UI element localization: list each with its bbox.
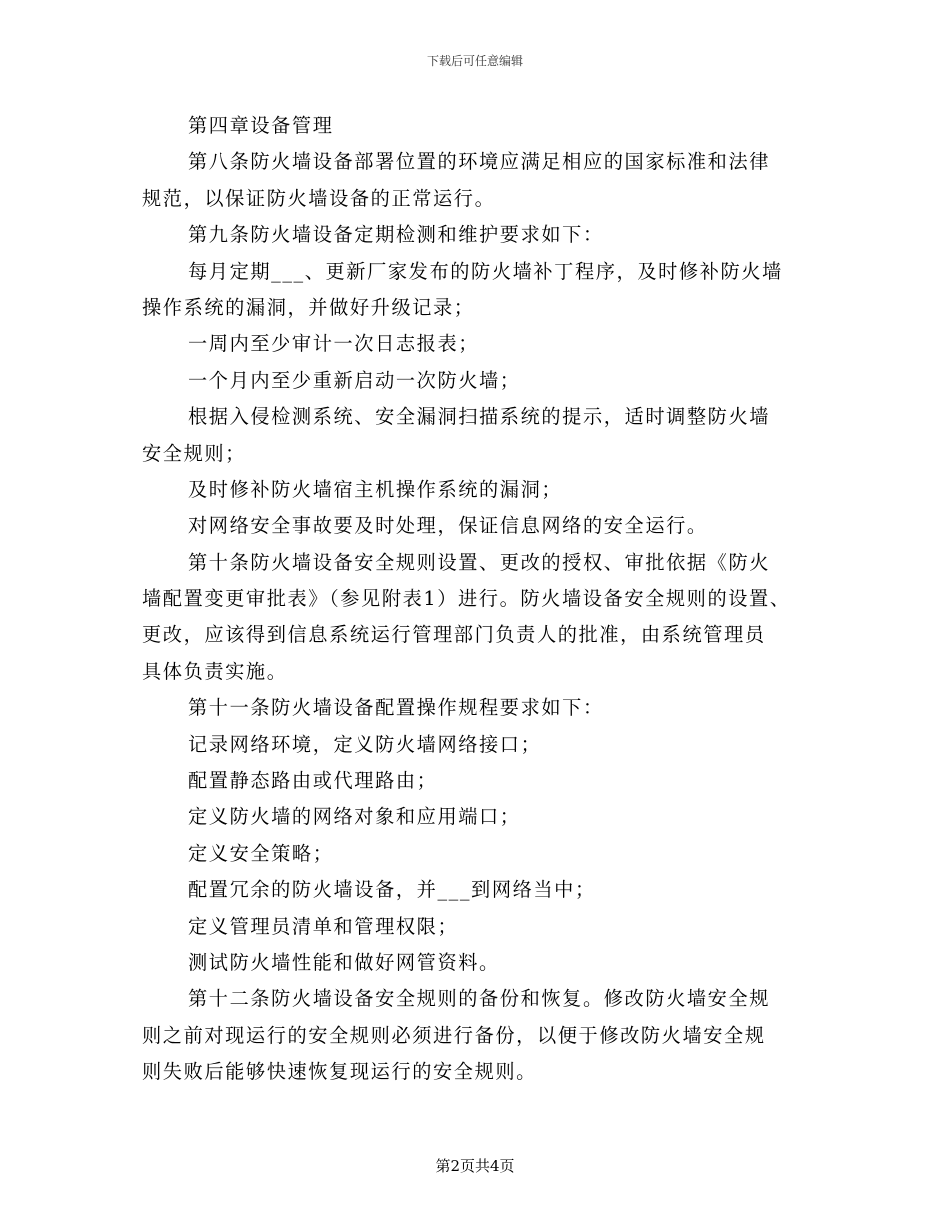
list-item-paragraph: [142, 799, 822, 835]
text-line: 具体负责实施。: [142, 659, 288, 683]
text-line: 则失败后能够快速恢复现运行的安全规则。: [142, 1060, 537, 1084]
text-line: 记录网络环境，定义防火墙网络接口；: [188, 732, 542, 756]
list-item-paragraph: [142, 399, 822, 472]
list-item-paragraph: [142, 945, 822, 981]
text-line: 操作系统的漏洞，并做好升级记录；: [142, 295, 475, 319]
article-9-paragraph: [142, 217, 822, 253]
text-line: 第十一条防火墙设备配置操作规程要求如下：: [188, 696, 604, 720]
text-line: 一周内至少审计一次日志报表；: [188, 332, 480, 356]
text-line: 更改，应该得到信息系统运行管理部门负责人的批准，由系统管理员: [142, 623, 766, 647]
list-item-paragraph: [142, 363, 822, 399]
list-item-paragraph: [142, 763, 822, 799]
text-line: 定义防火墙的网络对象和应用端口；: [188, 805, 521, 829]
list-item-paragraph: [142, 727, 822, 763]
list-item-paragraph: [142, 472, 822, 508]
text-line: 安全规则；: [142, 441, 246, 465]
text-line: 一个月内至少重新启动一次防火墙；: [188, 368, 521, 392]
list-item-paragraph: [142, 909, 822, 945]
article-12-paragraph: [142, 981, 822, 1090]
text-line: 第十条防火墙设备安全规则设置、更改的授权、审批依据《防火: [188, 550, 771, 574]
text-line: 每月定期___、更新厂家发布的防火墙补丁程序，及时修补防火墙: [188, 259, 783, 283]
article-11-paragraph: [142, 690, 822, 726]
document-body: [142, 108, 822, 1091]
article-8-paragraph: [142, 144, 822, 217]
text-line: 配置冗余的防火墙设备，并___到网络当中；: [188, 878, 596, 902]
text-line: 测试防火墙性能和做好网管资料。: [188, 950, 500, 974]
text-line: 配置静态路由或代理路由；: [188, 769, 438, 793]
text-line: 第九条防火墙设备定期检测和维护要求如下：: [188, 223, 604, 247]
page-number: 第2页共4页: [435, 1157, 515, 1175]
list-item-paragraph: [142, 872, 822, 908]
list-item-paragraph: [142, 836, 822, 872]
text-line: 根据入侵检测系统、安全漏洞扫描系统的提示，适时调整防火墙: [188, 405, 771, 429]
list-item-paragraph: [142, 508, 822, 544]
text-line: 对网络安全事故要及时处理，保证信息网络的安全运行。: [188, 514, 708, 538]
page-header: 下载后可任意编辑: [426, 54, 523, 68]
chapter-title: [142, 108, 822, 144]
text-line: 规范，以保证防火墙设备的正常运行。: [142, 186, 496, 210]
text-line: 第十二条防火墙设备安全规则的备份和恢复。修改防火墙安全规: [188, 987, 771, 1011]
text-line: 及时修补防火墙宿主机操作系统的漏洞；: [188, 477, 563, 501]
text-line: 定义安全策略；: [188, 841, 334, 865]
text-line: 墙配置变更审批表》（参见附表1）进行。防火墙设备安全规则的设置、: [142, 587, 791, 611]
text-line: 则之前对现运行的安全规则必须进行备份，以便于修改防火墙安全规: [142, 1023, 766, 1047]
text-line: 定义管理员清单和管理权限；: [188, 914, 459, 938]
text-line: 第八条防火墙设备部署位置的环境应满足相应的国家标准和法律: [188, 150, 771, 174]
article-10-paragraph: [142, 545, 822, 691]
list-item-paragraph: [142, 326, 822, 362]
text-line: 第四章设备管理: [188, 114, 334, 137]
list-item-paragraph: [142, 254, 822, 327]
